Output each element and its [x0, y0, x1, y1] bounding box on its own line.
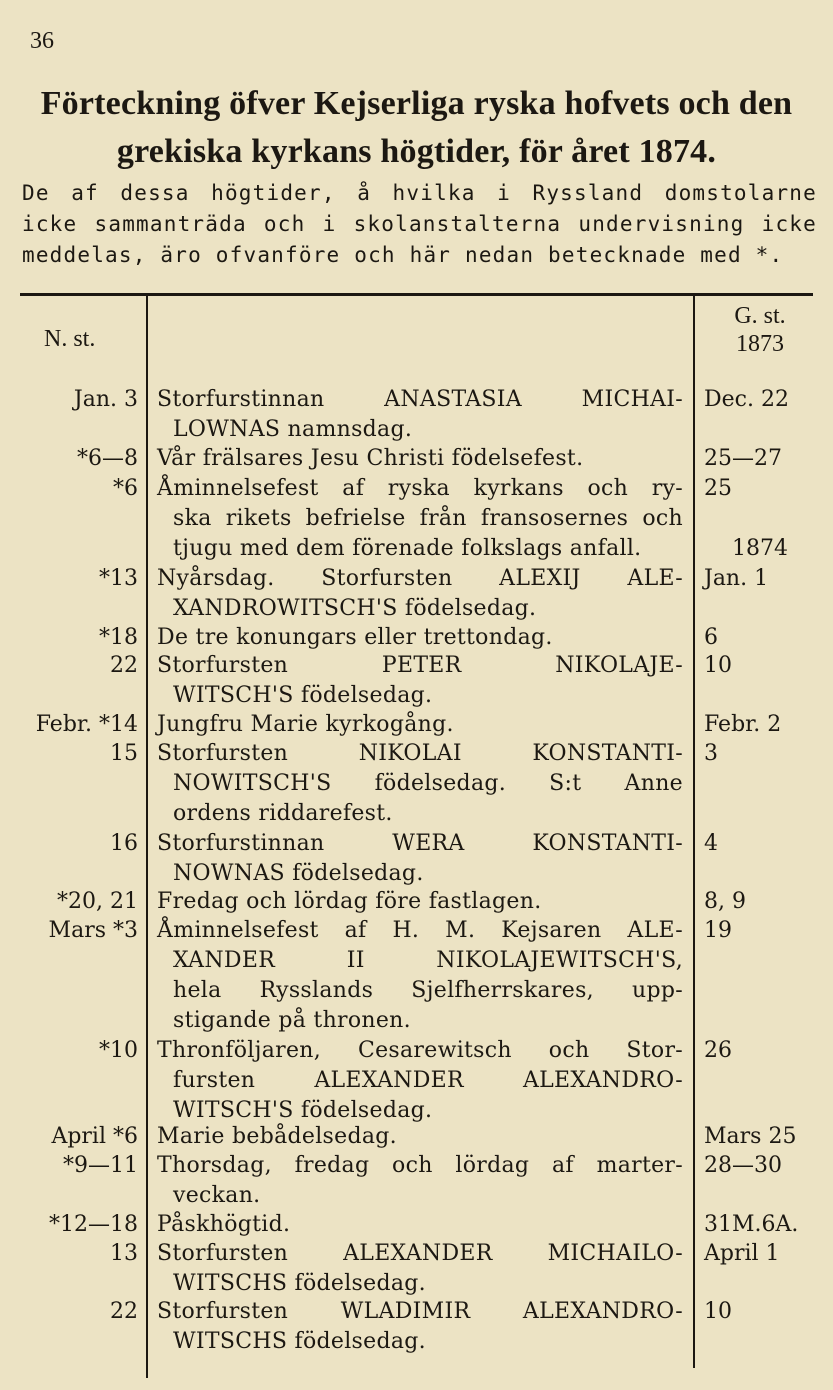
- old-style-date-value: 6: [704, 625, 718, 650]
- holiday-description: [157, 829, 683, 889]
- old-style-date: [704, 1122, 822, 1152]
- description-line: stigande på thronen.: [173, 1008, 411, 1033]
- header-new-style: N. st.: [44, 326, 96, 352]
- new-style-date: April *6: [51, 1124, 138, 1149]
- new-style-date: *12—18: [49, 1212, 138, 1237]
- holiday-description: [157, 1151, 683, 1211]
- old-style-year-label: 1874: [732, 536, 788, 561]
- description-line: Storfursten ALEXANDER MICHAILO-: [157, 1241, 683, 1266]
- old-style-date: [704, 916, 822, 946]
- description-line: veckan.: [173, 1183, 261, 1208]
- holiday-description: [157, 474, 683, 564]
- new-style-date: *6: [113, 476, 138, 501]
- old-style-date: [704, 564, 822, 594]
- title-line-2: grekiska kyrkans högtider, för året 1874.: [116, 133, 717, 170]
- old-style-date-value: 3: [704, 741, 718, 766]
- old-style-date-value: 8, 9: [704, 889, 746, 914]
- holiday-description: [157, 1210, 683, 1240]
- old-style-date-value: 25—27: [704, 446, 782, 471]
- description-line: XANDROWITSCH'S födelsedag.: [173, 596, 537, 621]
- old-style-date: [704, 651, 822, 681]
- description-line: XANDER II NIKOLAJEWITSCH'S,: [173, 948, 683, 973]
- old-style-date: [704, 385, 822, 415]
- new-style-date: Mars *3: [48, 918, 138, 943]
- old-style-date-value: 19: [704, 918, 732, 943]
- description-line: Marie bebådelsedag.: [157, 1124, 397, 1149]
- old-style-date-value: April 1: [704, 1241, 780, 1266]
- description-line: fursten ALEXANDER ALEXANDRO-: [173, 1068, 683, 1093]
- holiday-description: [157, 916, 683, 1036]
- description-line: Storfursten WLADIMIR ALEXANDRO-: [157, 1299, 683, 1324]
- new-style-date: *9—11: [63, 1153, 138, 1178]
- note-line-3: meddelas, äro ofvanföre och här nedan betecknade med *.: [22, 243, 784, 267]
- new-style-date: 13: [110, 1241, 138, 1266]
- old-style-date: [704, 1210, 822, 1240]
- old-style-date-value: 10: [704, 653, 732, 678]
- header-old-style-label: G. st.: [734, 303, 786, 329]
- page-number: 36: [30, 28, 54, 54]
- old-style-date: [704, 1297, 822, 1327]
- new-style-date: *13: [99, 566, 138, 591]
- description-line: Åminnelsefest af H. M. Kejsaren ALE-: [157, 918, 683, 943]
- old-style-date-value: 31M.6A.: [704, 1212, 799, 1237]
- old-style-date-value: 10: [704, 1299, 732, 1324]
- description-line: Åminnelsefest af ryska kyrkans och ry-: [157, 476, 683, 501]
- new-style-date: *10: [99, 1038, 138, 1063]
- description-line: De tre konungars eller trettondag.: [157, 625, 553, 650]
- description-line: Fredag och lördag före fastlagen.: [157, 889, 542, 914]
- new-style-date: 22: [110, 653, 138, 678]
- note-line-2: icke sammanträda och i skolanstalterna undervisning icke: [22, 212, 817, 236]
- holiday-description: [157, 564, 683, 624]
- description-line: Storfursten NIKOLAI KONSTANTI-: [157, 741, 683, 766]
- holiday-description: [157, 887, 683, 917]
- holiday-description: [157, 1036, 683, 1126]
- description-line: NOWITSCH'S födelsedag. S:t Anne: [173, 771, 683, 796]
- new-style-date: *20, 21: [57, 889, 138, 914]
- description-line: tjugu med dem förenade folkslags anfall.: [173, 536, 642, 561]
- column-divider-right: [693, 296, 695, 1368]
- description-line: hela Rysslands Sjelfherrskares, upp-: [173, 978, 683, 1003]
- description-line: ska rikets befrielse från fransosernes och: [173, 506, 683, 531]
- header-old-style: [700, 302, 820, 358]
- description-line: NOWNAS födelsedag.: [173, 861, 424, 886]
- old-style-date: [704, 1151, 822, 1181]
- note-line-1: De af dessa högtider, å hvilka i Ryssland domstolarne: [22, 181, 817, 205]
- new-style-date: 22: [110, 1299, 138, 1324]
- new-style-date: 15: [110, 741, 138, 766]
- description-line: Storfurstinnan WERA KONSTANTI-: [157, 831, 683, 856]
- old-style-date: [704, 1036, 822, 1066]
- old-style-date-value: Mars 25: [704, 1124, 797, 1149]
- description-line: ordens riddarefest.: [173, 801, 393, 826]
- old-style-date: [704, 1239, 822, 1269]
- title-line-1: Förteckning öfver Kejserliga ryska hofvets och den: [40, 85, 793, 122]
- description-line: WITSCH'S födelsedag.: [173, 1098, 433, 1123]
- description-line: Thronföljaren, Cesarewitsch och Stor-: [157, 1038, 683, 1063]
- holiday-description: [157, 623, 683, 653]
- old-style-date-value: Dec. 22: [704, 387, 789, 412]
- old-style-date-value: Jan. 1: [704, 566, 769, 591]
- header-old-style-year: 1873: [736, 331, 784, 357]
- description-line: Vår frälsares Jesu Christi födelsefest.: [157, 446, 584, 471]
- holiday-description: [157, 1297, 683, 1357]
- description-line: Jungfru Marie kyrkogång.: [157, 712, 454, 737]
- old-style-date-value: Febr. 2: [704, 712, 782, 737]
- old-style-date: [704, 887, 822, 917]
- old-style-date: [704, 829, 822, 859]
- old-style-date-value: 28—30: [704, 1153, 782, 1178]
- holiday-description: [157, 1239, 683, 1299]
- old-style-date-value: 25: [704, 476, 732, 501]
- description-line: WITSCHS födelsedag.: [173, 1329, 426, 1354]
- holiday-description: [157, 739, 683, 829]
- old-style-date-value: 26: [704, 1038, 732, 1063]
- column-divider-left: [146, 296, 148, 1378]
- description-line: Påskhögtid.: [157, 1212, 291, 1237]
- description-line: Nyårsdag. Storfursten ALEXIJ ALE-: [157, 566, 683, 591]
- new-style-date: *6—8: [77, 446, 138, 471]
- new-style-date: Jan. 3: [73, 387, 138, 412]
- description-line: Thorsdag, fredag och lördag af marter-: [157, 1153, 683, 1178]
- old-style-date: [704, 623, 822, 653]
- description-line: Storfurstinnan ANASTASIA MICHAI-: [157, 387, 683, 412]
- holiday-description: [157, 1122, 683, 1152]
- page-title: [0, 80, 833, 176]
- holiday-description: [157, 444, 683, 474]
- new-style-date: Febr. *14: [35, 712, 138, 737]
- old-style-date-value: 4: [704, 831, 718, 856]
- old-style-date: [704, 444, 822, 474]
- description-line: WITSCH'S födelsedag.: [173, 683, 433, 708]
- holiday-description: [157, 710, 683, 740]
- description-line: WITSCHS födelsedag.: [173, 1271, 426, 1296]
- old-style-date: [704, 710, 822, 740]
- old-style-date: [704, 474, 822, 564]
- intro-note: [22, 178, 817, 271]
- holiday-description: [157, 385, 683, 445]
- holiday-description: [157, 651, 683, 711]
- new-style-date: *18: [99, 625, 138, 650]
- old-style-date: [704, 739, 822, 769]
- new-style-date: 16: [110, 831, 138, 856]
- description-line: LOWNAS namnsdag.: [173, 417, 413, 442]
- description-line: Storfursten PETER NIKOLAJE-: [157, 653, 683, 678]
